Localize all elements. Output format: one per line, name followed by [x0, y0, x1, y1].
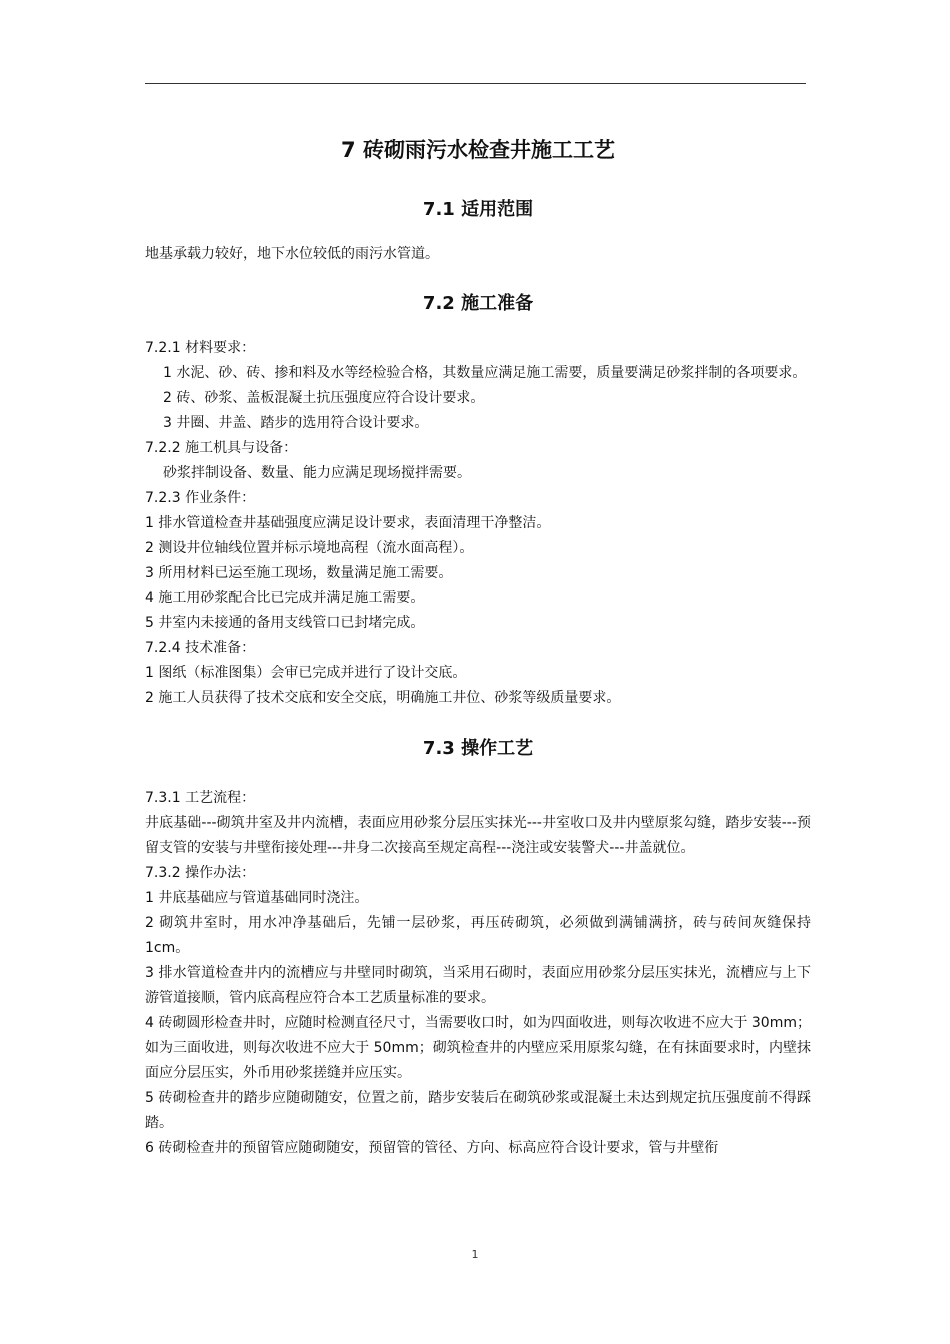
subsection-heading: 7.2.4 技术准备： [145, 640, 256, 656]
page-content [145, 130, 811, 1161]
list-item: 2 砌筑井室时，用水冲净基础后，先铺一层砂浆，再压砖砌筑，必须做到满铺满挤，砖与砖间灰缝保持 1cm。 [145, 915, 811, 956]
list-item: 5 砖砌检查井的踏步应随砌随安，位置之前，踏步安装后在砌筑砂浆或混凝土未达到规定抗压强度前不得踩踏。 [145, 1090, 811, 1131]
list-item: 3 所用材料已运至施工现场，数量满足施工需要。 [145, 565, 453, 581]
list-item: 4 砖砌圆形检查井时，应随时检测直径尺寸，当需要收口时，如为四面收进，则每次收进不应大于 30mm；如为三面收进，则每次收进不应大于 50mm；砌筑检查井的内壁应采用原浆勾缝，在有抹面要求时，内壁抹面应分层压实，外币用砂浆搓缝并应压实。 [145, 1015, 811, 1081]
section-heading-7-1: 7.1 适用范围 [422, 199, 534, 220]
list-item: 2 测设井位轴线位置并标示境地高程（流水面高程）。 [145, 540, 474, 556]
list-item: 4 施工用砂浆配合比已完成并满足施工需要。 [145, 590, 425, 606]
page-number: 1 [471, 1248, 479, 1261]
subsection-heading: 7.3.2 操作办法： [145, 865, 256, 881]
list-item: 2 施工人员获得了技术交底和安全交底，明确施工井位、砂浆等级质量要求。 [145, 690, 621, 706]
list-item: 1 排水管道检查井基础强度应满足设计要求，表面清理干净整洁。 [145, 515, 551, 531]
paragraph: 砂浆拌制设备、数量、能力应满足现场搅拌需要。 [163, 465, 471, 481]
list-item: 6 砖砌检查井的预留管应随砌随安，预留管的管径、方向、标高应符合设计要求，管与井壁衔 [145, 1140, 719, 1156]
paragraph: 井底基础---砌筑井室及井内流槽，表面应用砂浆分层压实抹光---井室收口及井内壁原浆勾缝，踏步安装---预留支管的安装与井壁衔接处理---井身二次接高至规定高程---浇注或安装警犬---井盖就位。 [145, 815, 811, 856]
list-item: 1 井底基础应与管道基础同时浇注。 [145, 890, 369, 906]
list-item: 3 排水管道检查井内的流槽应与井壁同时砌筑，当采用石砌时，表面应用砂浆分层压实抹光，流槽应与上下游管道接顺，管内底高程应符合本工艺质量标准的要求。 [145, 965, 811, 1006]
list-item: 1 水泥、砂、砖、掺和料及水等经检验合格，其数量应满足施工需要，质量要满足砂浆拌制的各项要求。 [163, 365, 807, 381]
list-item: 3 井圈、井盖、踏步的选用符合设计要求。 [163, 415, 429, 431]
subsection-heading: 7.2.3 作业条件： [145, 490, 256, 506]
subsection-heading: 7.2.1 材料要求： [145, 340, 256, 356]
page-title: 7 砖砌雨污水检查井施工工艺 [341, 138, 615, 162]
list-item: 2 砖、砂浆、盖板混凝土抗压强度应符合设计要求。 [163, 390, 485, 406]
section-heading-7-2: 7.2 施工准备 [422, 293, 534, 314]
subsection-heading: 7.2.2 施工机具与设备： [145, 440, 298, 456]
header-rule [145, 83, 806, 84]
section-heading-7-3: 7.3 操作工艺 [422, 738, 534, 759]
list-item: 5 井室内未接通的备用支线管口已封堵完成。 [145, 615, 425, 631]
list-item: 1 图纸（标准图集）会审已完成并进行了设计交底。 [145, 665, 467, 681]
subsection-heading: 7.3.1 工艺流程： [145, 790, 256, 806]
paragraph: 地基承载力较好，地下水位较低的雨污水管道。 [145, 246, 439, 262]
